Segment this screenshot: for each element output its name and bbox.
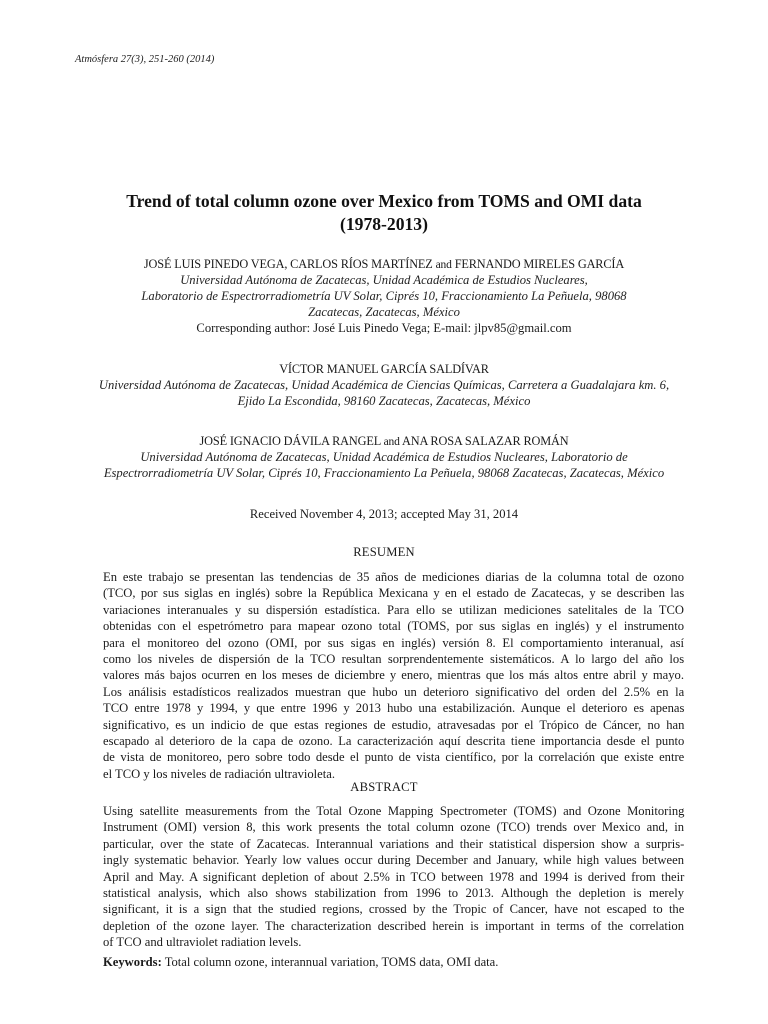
resumen-line: escapado al deterioro de la capa de ozono. La caracterización aquí descrita tiene importancia desde el punto — [103, 733, 685, 748]
abstract-line: Instrument (OMI) version 8, this work presents the total column ozone (TCO) trends over Mexico and, in — [103, 820, 684, 835]
resumen-line: el TCO y los niveles de radiación ultravioleta. — [103, 766, 335, 781]
author-conjunction: and — [383, 436, 400, 448]
author-names: VÍCTOR MANUEL GARCÍA SALDÍVAR — [279, 362, 489, 376]
author-group-3-affiliation-line-2: Espectrorradiometría UV Solar, Ciprés 10, Fraccionamiento La Peñuela, 98068 Zacatecas, Zacatecas, México — [103, 466, 665, 480]
author-group-3-affiliation-line-1: Universidad Autónoma de Zacatecas, Unidad Académica de Estudios Nucleares, Laboratorio de — [140, 450, 628, 464]
author-group-3-names — [40, 433, 728, 450]
resumen-heading: RESUMEN — [353, 545, 415, 559]
author-group-1-affiliation-line-2: Laboratorio de Espectrorradiometría UV Solar, Ciprés 10, Fraccionamiento La Peñuela, 98068 — [141, 289, 627, 303]
author-group-1-affiliation-line-1: Universidad Autónoma de Zacatecas, Unidad Académica de Estudios Nucleares, — [180, 273, 588, 287]
resumen-body — [103, 569, 684, 782]
resumen-line: variaciones interanuales y su dispersión estadística. Para ello se utilizan mediciones satelitales de la TCO — [103, 602, 684, 617]
resumen-line: para el monitoreo del ozono (OMI, por sus sigas en inglés) versión 8. El comportamiento interanual, así — [103, 635, 684, 650]
paper-title-line-1: Trend of total column ozone over Mexico from TOMS and OMI data — [126, 191, 642, 211]
author-group-1-affiliation-line-3: Zacatecas, Zacatecas, México — [308, 305, 460, 319]
abstract-line: depletion of the ozone layer. The characterization described herein is important in terms of the correlation — [103, 918, 684, 933]
resumen-line: Los análisis estadísticos realizados muestran que hubo un deterioro significativo del orden del 2.5% en la — [103, 684, 685, 699]
abstract-line: ingly systematic behavior. Yearly low values occur during December and January, while high values between — [103, 853, 685, 868]
resumen-line: de vista de monitoreo, pero sobre todo desde el punto de vista científico, por la correlación que existe entre — [103, 750, 685, 765]
author-names: JOSÉ LUIS PINEDO VEGA, CARLOS RÍOS MARTÍNEZ — [143, 257, 433, 271]
author-group-2-affiliation-line-2: Ejido La Escondida, 98160 Zacatecas, Zacatecas, México — [237, 394, 531, 408]
abstract-line: April and May. A significant depletion of about 2.5% in TCO between 1978 and 1994 is derived from their — [103, 869, 685, 884]
author-names: ANA ROSA SALAZAR ROMÁN — [401, 434, 569, 448]
keywords — [103, 954, 498, 970]
keywords-label: Keywords: — [103, 955, 162, 969]
author-group-2-affiliation-line-1: Universidad Autónoma de Zacatecas, Unidad Académica de Ciencias Químicas, Carretera a Guadalajara km. 6, — [98, 378, 670, 392]
resumen-line: significativo, es un indicio de que estas regiones de estudio, atravesadas por el Trópico de Cáncer, no han — [103, 717, 685, 732]
author-names: FERNANDO MIRELES GARCÍA — [454, 257, 625, 271]
paper-title-line-2: (1978-2013) — [340, 214, 428, 234]
author-group-1-names — [40, 256, 728, 273]
resumen-line: como los niveles de dispersión de la TCO resultan sorprendentemente sistemáticos. A lo largo del año los — [103, 651, 685, 666]
abstract-line: of TCO and ultraviolet radiation levels. — [103, 935, 302, 950]
journal-reference: Atmósfera 27(3), 251-260 (2014) — [75, 54, 215, 65]
received-accepted-dates: Received November 4, 2013; accepted May 31, 2014 — [249, 507, 519, 521]
resumen-line: obtenidas con el espetrómetro para mapear ozono total (TOMS, por sus siglas en inglés) y el instrumento — [103, 619, 684, 634]
author-names: JOSÉ IGNACIO DÁVILA RANGEL — [199, 434, 381, 448]
corresponding-author: Corresponding author: José Luis Pinedo Vega; E-mail: jlpv85@gmail.com — [196, 321, 572, 335]
paper-title — [60, 190, 708, 236]
resumen-line: TCO entre 1978 y 1994, y que entre 1996 y 2013 hubo una estabilización. Aunque el deterioro es apenas — [103, 701, 685, 716]
abstract-line: significant, it is a sign that the studied regions, crossed by the Tropic of Cancer, have not escaped to the — [103, 902, 685, 917]
resumen-line: valores más bajos ocurren en los meses de diciembre y enero, mientras que los más altos entre abril y mayo. — [103, 668, 684, 683]
abstract-line: particular, over the state of Zacatecas. Interannual variations and their statistical dispersion show a surpris- — [103, 836, 685, 851]
resumen-line: En este trabajo se presentan las tendencias de 35 años de mediciones diarias de la columna total de ozono — [103, 570, 684, 584]
author-group-2-names — [40, 361, 728, 377]
abstract-line: Using satellite measurements from the Total Ozone Mapping Spectrometer (TOMS) and Ozone Monitoring — [103, 804, 685, 818]
abstract-body — [103, 803, 684, 951]
abstract-heading: ABSTRACT — [350, 780, 418, 794]
resumen-line: (TCO, por sus siglas en inglés) sobre la República Mexicana y en el estado de Zacatecas, y se describen las — [103, 586, 685, 601]
abstract-line: statistical analysis, which also shows stabilization from 1996 to 2013. Although the depletion is merely — [103, 885, 684, 900]
keywords-text: Total column ozone, interannual variation, TOMS data, OMI data. — [164, 955, 499, 969]
author-conjunction: and — [435, 259, 452, 271]
